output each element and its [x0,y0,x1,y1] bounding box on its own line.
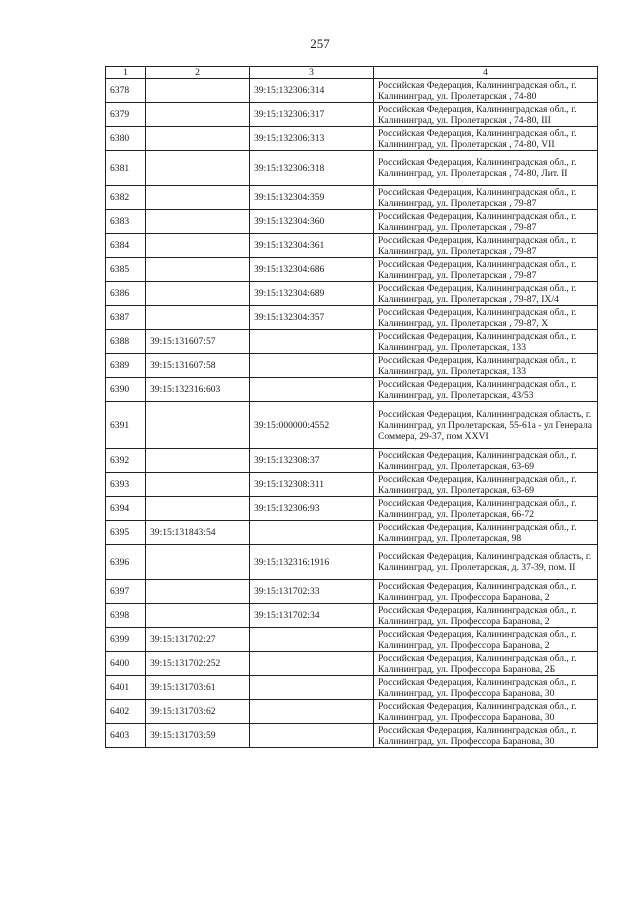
address-cell: Российская Федерация, Калининградская обл., г. Калининград, ул. Пролетарская, 63-69 [374,473,598,497]
cadastral-number-building: 39:15:132306:314 [250,79,374,103]
cadastral-number-building: 39:15:132304:357 [250,306,374,330]
cadastral-number-building [250,330,374,354]
table-row [106,521,598,545]
cadastral-number-building: 39:15:132306:93 [250,497,374,521]
cadastral-number-building [250,724,374,748]
cadastral-number-land [146,306,250,330]
cadastral-number-land [146,79,250,103]
cadastral-number-building [250,521,374,545]
cadastral-number-building: 39:15:132304:686 [250,258,374,282]
address-cell: Российская Федерация, Калининградская обл., г. Калининград, ул. Профессора Баранова, 30 [374,676,598,700]
record-number: 6384 [106,234,146,258]
address-cell: Российская Федерация, Калининградская обл., г. Калининград, ул. Пролетарская , 79-87 [374,258,598,282]
record-number: 6402 [106,700,146,724]
cadastral-number-building [250,378,374,402]
table-row [106,234,598,258]
header-col-3: 3 [250,67,374,79]
cadastral-number-building: 39:15:132316:1916 [250,545,374,580]
address-cell: Российская Федерация, Калининградская обл., г. Калининград, ул. Пролетарская, 63-69 [374,449,598,473]
table-row [106,604,598,628]
record-number: 6396 [106,545,146,580]
address-cell: Российская Федерация, Калининградская обл., г. Калининград, ул. Пролетарская, 66-72 [374,497,598,521]
table-row [106,258,598,282]
cadastral-number-land [146,282,250,306]
cadastral-number-building: 39:15:132306:318 [250,151,374,186]
cadastral-number-land: 39:15:131702:252 [146,652,250,676]
address-cell: Российская Федерация, Калининградская обл., г. Калининград, ул. Пролетарская, 133 [374,354,598,378]
table-row [106,724,598,748]
address-cell: Российская Федерация, Калининградская обл., г. Калининград, ул. Пролетарская , 79-87 [374,186,598,210]
cadastral-number-land: 39:15:131702:27 [146,628,250,652]
table-row [106,306,598,330]
record-number: 6381 [106,151,146,186]
header-col-4: 4 [374,67,598,79]
record-number: 6399 [106,628,146,652]
cadastral-number-land: 39:15:131703:61 [146,676,250,700]
record-number: 6387 [106,306,146,330]
address-cell: Российская Федерация, Калининградская обл., г. Калининград, ул. Профессора Баранова, 2Б [374,652,598,676]
cadastral-number-building [250,700,374,724]
cadastral-number-land [146,580,250,604]
cadastral-number-building: 39:15:000000:4552 [250,402,374,449]
table-row [106,378,598,402]
table-row [106,497,598,521]
record-number: 6378 [106,79,146,103]
table-row [106,628,598,652]
address-cell: Российская Федерация, Калининградская обл., г. Калининград, ул. Пролетарская, 98 [374,521,598,545]
table-row [106,103,598,127]
cadastral-number-land: 39:15:132316:603 [146,378,250,402]
cadastral-number-land: 39:15:131607:57 [146,330,250,354]
cadastral-number-building: 39:15:132306:317 [250,103,374,127]
page-number: 257 [310,36,330,51]
record-number: 6390 [106,378,146,402]
cadastral-number-building [250,676,374,700]
cadastral-number-land [146,402,250,449]
cadastral-number-land [146,449,250,473]
record-number: 6398 [106,604,146,628]
table-row [106,127,598,151]
address-cell: Российская Федерация, Калининградская обл., г. Калининград, ул. Пролетарская , 79-87 [374,234,598,258]
record-number: 6383 [106,210,146,234]
record-number: 6389 [106,354,146,378]
record-number: 6382 [106,186,146,210]
address-cell: Российская Федерация, Калининградская обл., г. Калининград, ул. Пролетарская , 79-87, X [374,306,598,330]
cadastral-number-land [146,545,250,580]
table-row [106,652,598,676]
address-cell: Российская Федерация, Калининградская обл., г. Калининград, ул. Пролетарская , 74-80 [374,79,598,103]
table-row [106,210,598,234]
record-number: 6400 [106,652,146,676]
record-number: 6397 [106,580,146,604]
record-number: 6379 [106,103,146,127]
address-cell: Российская Федерация, Калининградская область, г. Калининград, ул. Пролетарская, д. 37-39, пом. II [374,545,598,580]
table-row [106,700,598,724]
cadastral-number-land [146,497,250,521]
address-cell: Российская Федерация, Калининградская область, г. Калининград, ул Пролетарская, 55-61а - ул Генерала Соммера, 29-37, пом XXVI [374,402,598,449]
table-row [106,151,598,186]
record-number: 6391 [106,402,146,449]
cadastral-number-land [146,127,250,151]
record-number: 6393 [106,473,146,497]
cadastral-number-land: 39:15:131607:58 [146,354,250,378]
table-row [106,282,598,306]
address-cell: Российская Федерация, Калининградская обл., г. Калининград, ул. Пролетарская , 74-80, VII [374,127,598,151]
cadastral-number-land [146,234,250,258]
cadastral-number-building: 39:15:131702:34 [250,604,374,628]
cadastral-number-building: 39:15:131702:33 [250,580,374,604]
cadastral-number-land: 39:15:131703:62 [146,700,250,724]
cadastral-number-building [250,628,374,652]
address-cell: Российская Федерация, Калининградская обл., г. Калининград, ул. Пролетарская, 43/53 [374,378,598,402]
record-number: 6385 [106,258,146,282]
record-number: 6403 [106,724,146,748]
cadastral-number-land [146,103,250,127]
table-row [106,676,598,700]
address-cell: Российская Федерация, Калининградская обл., г. Калининград, ул. Профессора Баранова, 2 [374,628,598,652]
address-cell: Российская Федерация, Калининградская обл., г. Калининград, ул. Профессора Баранова, 30 [374,724,598,748]
cadastral-number-building [250,652,374,676]
address-cell: Российская Федерация, Калининградская обл., г. Калининград, ул. Профессора Баранова, 2 [374,580,598,604]
record-number: 6386 [106,282,146,306]
cadastral-number-land [146,258,250,282]
header-col-1: 1 [106,67,146,79]
registry-table [105,66,598,748]
table-row [106,473,598,497]
table-row [106,580,598,604]
cadastral-number-building: 39:15:132304:361 [250,234,374,258]
cadastral-number-land [146,604,250,628]
cadastral-number-building: 39:15:132306:313 [250,127,374,151]
address-cell: Российская Федерация, Калининградская обл., г. Калининград, ул. Пролетарская , 74-80, Лит. II [374,151,598,186]
address-cell: Российская Федерация, Калининградская обл., г. Калининград, ул. Пролетарская, 133 [374,330,598,354]
cadastral-number-land [146,151,250,186]
table-row [106,186,598,210]
cadastral-number-building: 39:15:132304:359 [250,186,374,210]
table-row [106,449,598,473]
table-row [106,79,598,103]
cadastral-number-building [250,354,374,378]
cadastral-number-land: 39:15:131703:59 [146,724,250,748]
cadastral-number-land [146,473,250,497]
address-cell: Российская Федерация, Калининградская обл., г. Калининград, ул. Профессора Баранова, 30 [374,700,598,724]
record-number: 6380 [106,127,146,151]
cadastral-number-building: 39:15:132304:360 [250,210,374,234]
header-col-2: 2 [146,67,250,79]
address-cell: Российская Федерация, Калининградская обл., г. Калининград, ул. Пролетарская , 79-87 [374,210,598,234]
table-row [106,402,598,449]
cadastral-number-land [146,210,250,234]
cadastral-number-building: 39:15:132308:37 [250,449,374,473]
table-header-row [106,67,598,79]
cadastral-number-building: 39:15:132304:689 [250,282,374,306]
table-row [106,354,598,378]
record-number: 6394 [106,497,146,521]
record-number: 6388 [106,330,146,354]
record-number: 6395 [106,521,146,545]
cadastral-number-land [146,186,250,210]
address-cell: Российская Федерация, Калининградская обл., г. Калининград, ул. Профессора Баранова, 2 [374,604,598,628]
cadastral-number-building: 39:15:132308:311 [250,473,374,497]
address-cell: Российская Федерация, Калининградская обл., г. Калининград, ул. Пролетарская , 74-80, III [374,103,598,127]
address-cell: Российская Федерация, Калининградская обл., г. Калининград, ул. Пролетарская , 79-87, IX/4 [374,282,598,306]
table-row [106,545,598,580]
record-number: 6401 [106,676,146,700]
record-number: 6392 [106,449,146,473]
table-row [106,330,598,354]
cadastral-number-land: 39:15:131843:54 [146,521,250,545]
